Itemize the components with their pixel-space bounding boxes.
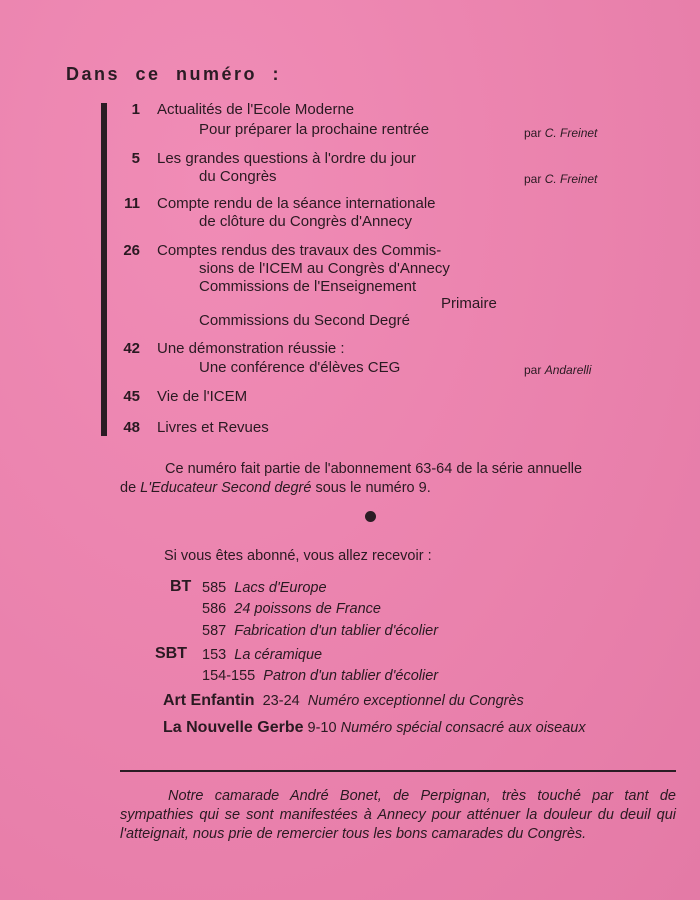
toc-author: par C. Freinet [524,126,598,140]
toc-page-number: 5 [131,150,140,167]
toc-entry-title: Vie de l'ICEM [157,388,248,405]
subscription-note-line: de L'Educateur Second degré sous le numéro 9. [120,480,431,496]
upcoming-series-label: SBT [155,645,187,662]
toc-entry-title: du Congrès [199,168,277,185]
toc-page-number: 42 [123,340,140,357]
upcoming-series-label: BT [170,578,192,595]
upcoming-item: 586 24 poissons de France [202,601,381,617]
toc-author: par Andarelli [524,363,592,377]
toc-vertical-bar [101,103,107,436]
toc-page-number: 1 [131,101,140,118]
toc-page-number: 26 [123,242,140,259]
divider-line [120,770,676,772]
toc-entry-title: sions de l'ICEM au Congrès d'Annecy [199,260,450,277]
toc-entry-title: Une démonstration réussie : [157,340,345,357]
bullet-dot [365,511,376,522]
toc-page-number: 11 [124,195,140,212]
toc-entry-title: Commissions de l'Enseignement [199,278,417,295]
toc-author: par C. Freinet [524,172,598,186]
thank-you-note: Notre camarade André Bonet, de Perpignan, très touché par tant de sympathies qui se sont manifestées à Annecy pour atténuer la douleur du deuil qui l'atteignait, nous prie de remercier tous les bons camarades du Congrès. [120,788,676,842]
toc-entry-title: Actualités de l'Ecole Moderne [157,101,355,118]
toc-entry-title: Les grandes questions à l'ordre du jour [157,150,416,167]
toc-entry-title: Comptes rendus des travaux des Commis- [157,242,442,259]
upcoming-item: La Nouvelle Gerbe 9-10 Numéro spécial consacré aux oiseaux [163,719,586,736]
upcoming-item: 587 Fabrication d'un tablier d'écolier [202,623,439,639]
page-title: Dans ce numéro : [66,64,282,84]
upcoming-item: 153 La céramique [202,647,323,663]
toc-page-number: 48 [123,419,140,436]
toc-entry-title: de clôture du Congrès d'Annecy [199,213,412,230]
toc-page-number: 45 [123,388,140,405]
upcoming-item: 585 Lacs d'Europe [202,580,327,596]
toc-entry-title: Livres et Revues [157,419,269,436]
upcoming-item: 154-155 Patron d'un tablier d'écolier [202,668,439,684]
toc-entry-title: Primaire [441,295,497,312]
toc-entry-title: Compte rendu de la séance internationale [157,195,436,212]
toc-entry-title: Commissions du Second Degré [199,312,410,329]
subscription-note-line: Ce numéro fait partie de l'abonnement 63-64 de la série annuelle [165,461,583,477]
upcoming-intro: Si vous êtes abonné, vous allez recevoir : [164,548,432,564]
toc-entry-title: Pour préparer la prochaine rentrée [199,121,430,138]
upcoming-item: Art Enfantin 23-24 Numéro exceptionnel du Congrès [163,692,524,709]
toc-entry-title: Une conférence d'élèves CEG [199,359,401,376]
